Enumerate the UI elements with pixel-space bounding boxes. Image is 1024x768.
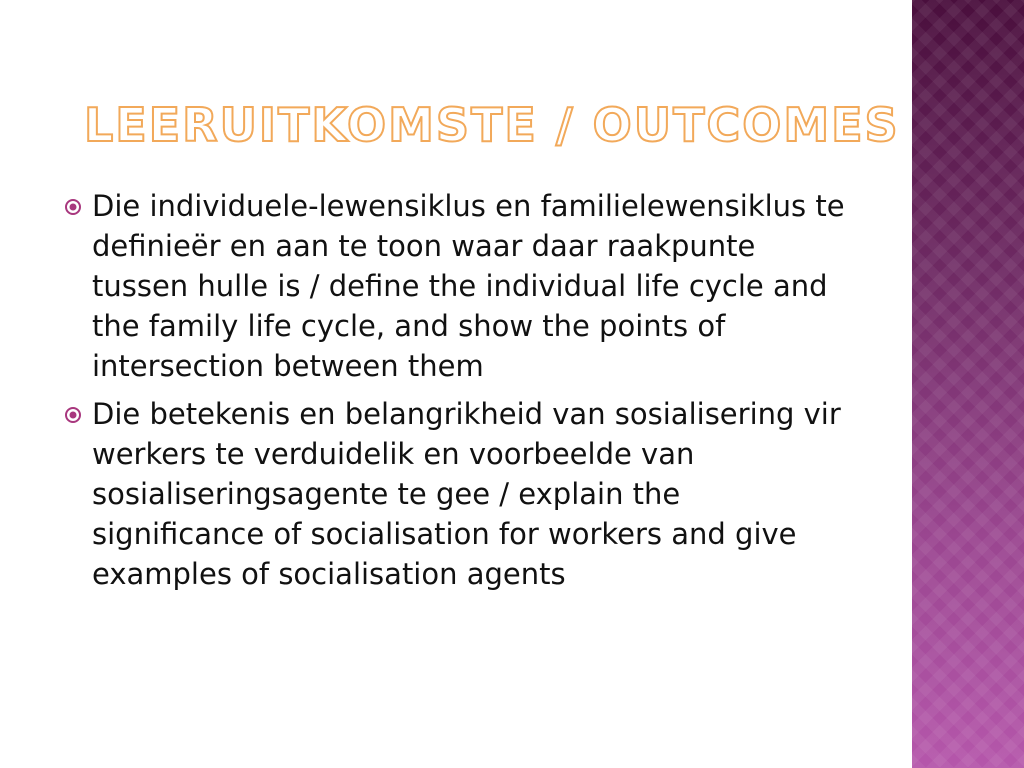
ring-bullet-icon xyxy=(64,406,82,424)
decorative-side-band xyxy=(912,0,1024,768)
bullet-text: Die individuele-lewensiklus en familielewensiklus te definieër en aan te toon waar daar raakpunte tussen hulle is / define the individual life cycle and the family life cycle, and show the points of intersection between them xyxy=(92,189,845,383)
list-item xyxy=(64,186,854,386)
ring-bullet-icon xyxy=(64,198,82,216)
list-item xyxy=(64,394,854,594)
bullet-text: Die betekenis en belangrikheid van sosialisering vir werkers te verduidelik en voorbeelde van sosialiseringsagente te gee / explain the significance of socialisation for workers and give examples of socialisation agents xyxy=(92,397,841,591)
slide-title: LEERUITKOMSTE / OUTCOMES xyxy=(84,98,900,152)
bullet-list xyxy=(64,186,854,602)
